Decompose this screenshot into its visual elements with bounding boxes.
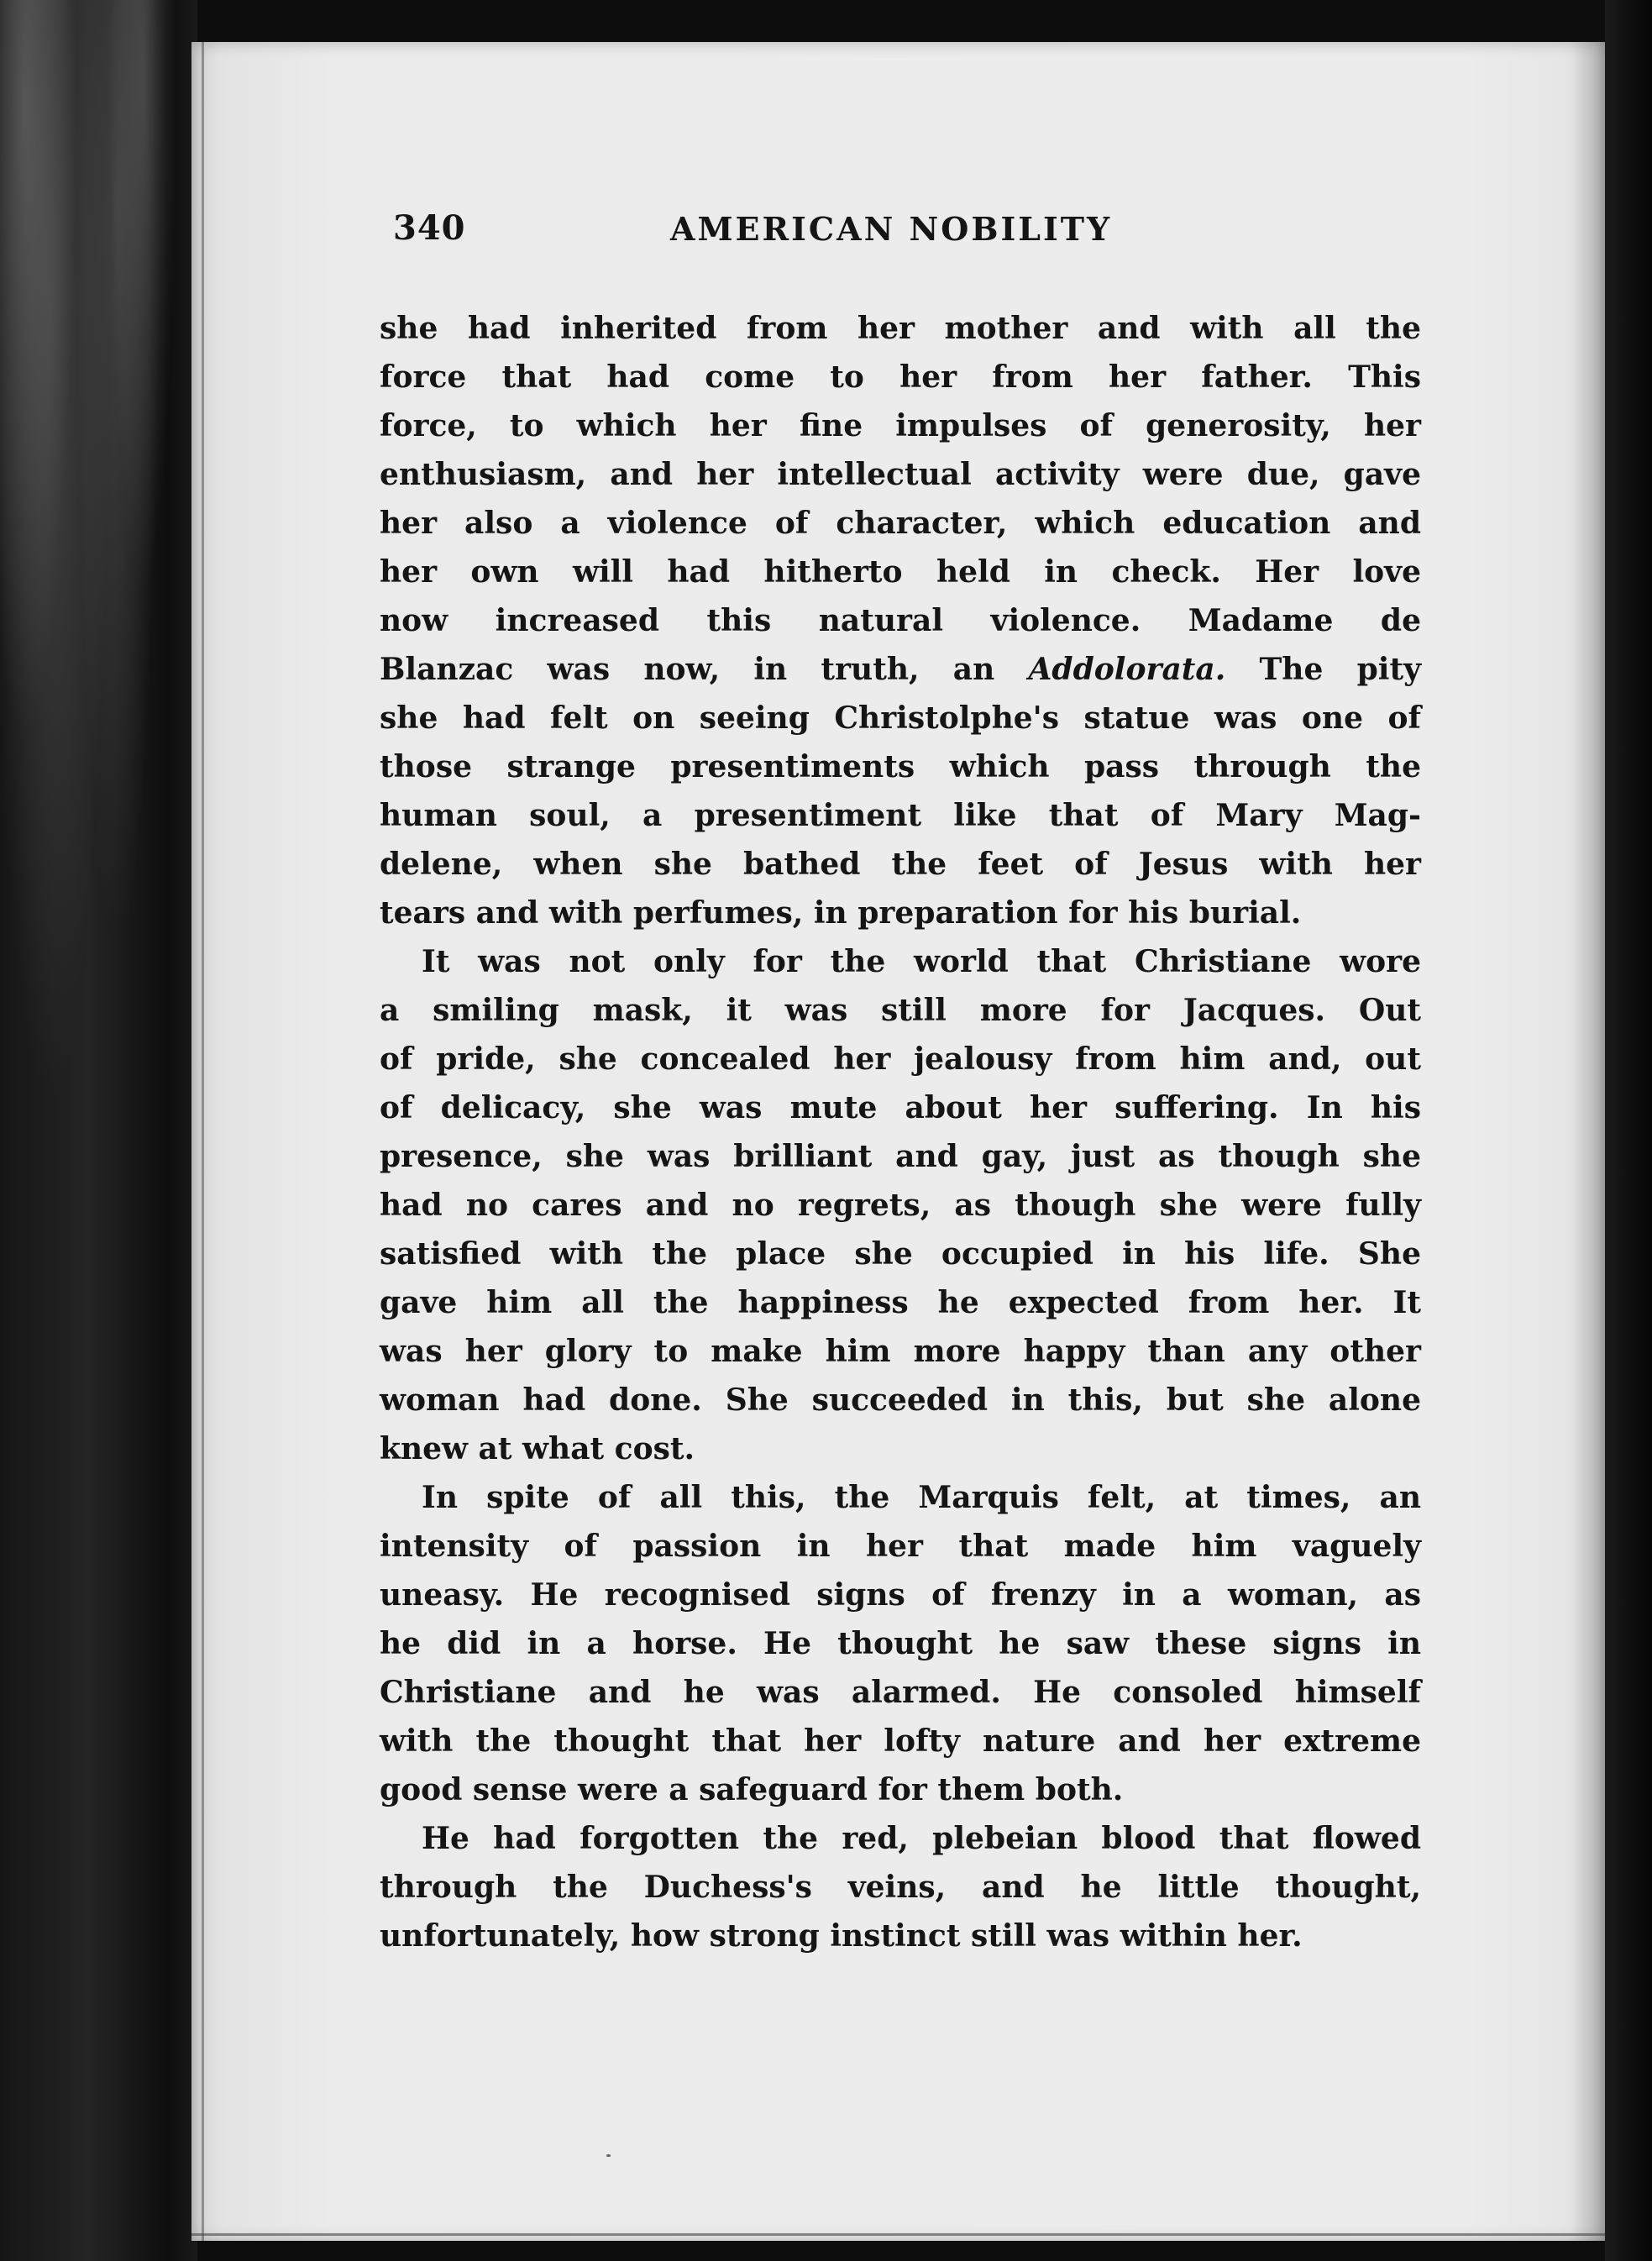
page-number: 340	[393, 208, 466, 248]
text-line: had no cares and no regrets, as though she were fully	[380, 1188, 1421, 1223]
text-line: intensity of passion in her that made him vaguely	[380, 1529, 1421, 1564]
italic-term: Addolorata.	[1028, 652, 1226, 687]
paragraph	[380, 1473, 1421, 1814]
text-line: tears and with perfumes, in preparation for his burial.	[380, 895, 1302, 931]
paragraph	[380, 937, 1421, 1473]
running-title: AMERICAN NOBILITY	[670, 210, 1113, 248]
text-line: unfortunately, how strong instinct still was within her.	[380, 1918, 1303, 1954]
text-line: with the thought that her lofty nature and her extreme	[380, 1723, 1421, 1759]
page-left-edge-line	[202, 42, 204, 2241]
text-line: good sense were a safeguard for them both.	[380, 1772, 1124, 1807]
running-head	[393, 208, 1157, 259]
text-line: she had felt on seeing Christolphe's statue was one of	[380, 700, 1421, 736]
text-line: those strange presentiments which pass through the	[380, 749, 1421, 784]
text-segment: Blanzac was now, in truth, an	[380, 652, 1029, 687]
scan-speck	[606, 2154, 611, 2157]
text-line: force that had come to her from her father. This	[380, 359, 1421, 395]
page-bottom-edge-line	[191, 2233, 1605, 2236]
text-line: he did in a horse. He thought he saw these signs in	[380, 1626, 1421, 1661]
text-line: human soul, a presentiment like that of Mary Mag-	[380, 798, 1421, 833]
text-line: through the Duchess's veins, and he little thought,	[380, 1870, 1421, 1905]
text-line: now increased this natural violence. Madame de	[380, 603, 1421, 638]
text-line: Christiane and he was alarmed. He consoled himself	[380, 1675, 1421, 1710]
text-line-with-italic	[380, 645, 1421, 694]
text-line: gave him all the happiness he expected from her. It	[380, 1285, 1421, 1320]
text-line: presence, she was brilliant and gay, just as though she	[380, 1139, 1421, 1174]
text-line: of delicacy, she was mute about her suffering. In his	[380, 1090, 1421, 1125]
text-line: delene, when she bathed the feet of Jesus with her	[380, 847, 1421, 882]
text-line: knew at what cost.	[380, 1431, 695, 1466]
page-gutter-shadow	[1571, 42, 1605, 2241]
body-text	[380, 304, 1421, 1960]
text-line: In spite of all this, the Marquis felt, at times, an	[422, 1480, 1421, 1515]
text-line: force, to which her fine impulses of generosity, her	[380, 408, 1421, 443]
text-line: woman had done. She succeeded in this, but she alone	[380, 1382, 1421, 1418]
paragraph	[380, 1814, 1421, 1960]
text-line: satisfied with the place she occupied in his life. She	[380, 1236, 1421, 1272]
film-right-edge	[1605, 0, 1652, 2261]
text-line: she had inherited from her mother and with all the	[380, 311, 1421, 346]
text-line: her also a violence of character, which education and	[380, 506, 1421, 541]
film-left-edge	[0, 0, 197, 2261]
text-line: It was not only for the world that Christiane wore	[422, 944, 1421, 979]
text-line: enthusiasm, and her intellectual activity were due, gave	[380, 457, 1421, 492]
text-line: uneasy. He recognised signs of frenzy in a woman, as	[380, 1577, 1421, 1613]
text-line: of pride, she concealed her jealousy from him and, out	[380, 1041, 1421, 1077]
text-line: He had forgotten the red, plebeian blood that flowed	[422, 1821, 1421, 1856]
text-line: a smiling mask, it was still more for Jacques. Out	[380, 993, 1421, 1028]
text-line: was her glory to make him more happy than any other	[380, 1334, 1421, 1369]
text-segment: The pity	[1225, 652, 1421, 687]
paragraph	[380, 304, 1421, 937]
text-line: her own will had hitherto held in check. Her love	[380, 554, 1421, 590]
